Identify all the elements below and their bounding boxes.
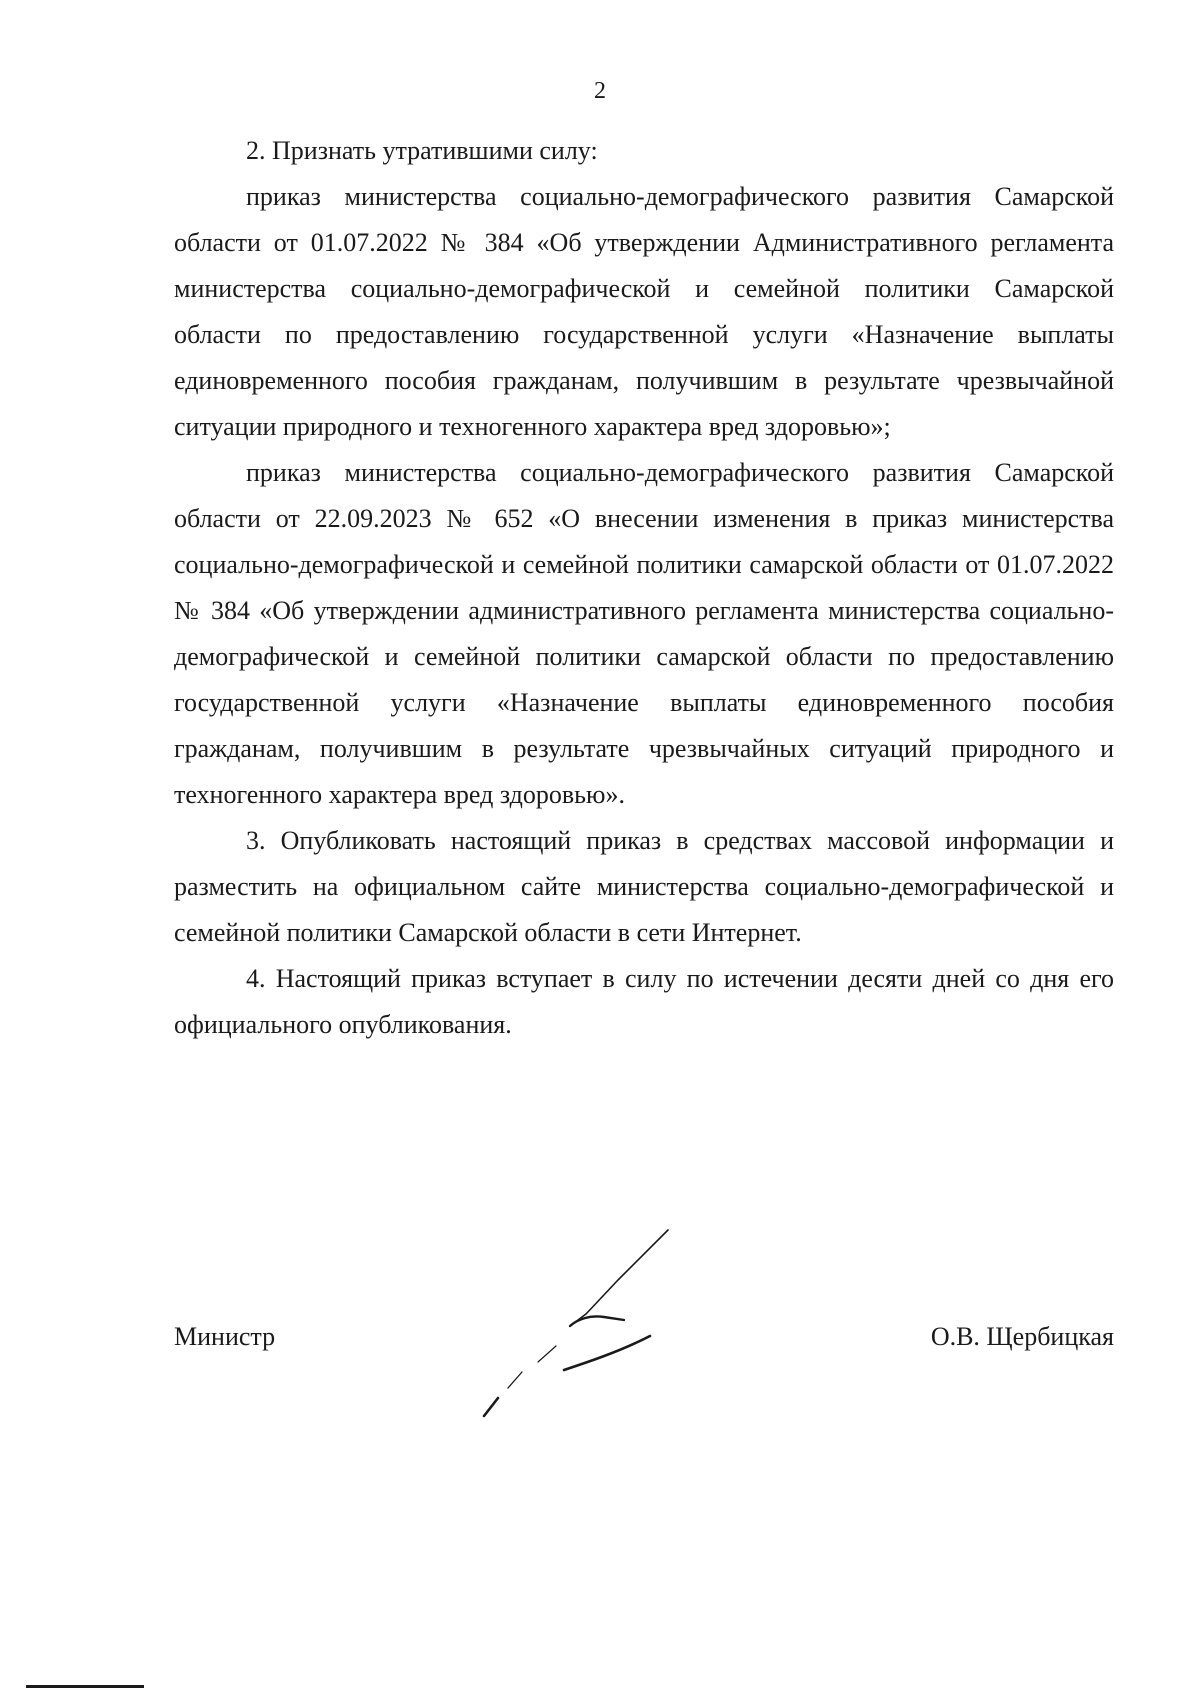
page-number: 2 (594, 78, 606, 104)
footer-rule (26, 1685, 144, 1688)
signatory-title: Министр (174, 1322, 276, 1351)
paragraph-repealed-order-652: приказ министерства социально-демографического развития Самарской области от 22.09.2023 № 652 «О внесении изменения в приказ министерства социально-демографической и семейной политики самарской области от 01.07.2022 № 384 «Об утверждении административного регламента министерства социально-демографической и семейной политики самарской области по предоставлению государственной услуги «Назначение выплаты единовременного пособия гражданам, получившим в результате чрезвычайных ситуаций природного и техногенного характера вред здоровью». (174, 458, 1114, 809)
signatory-name: О.В. Щербицкая (930, 1322, 1114, 1351)
paragraph-item-2-heading: 2. Признать утратившими силу: (246, 136, 598, 165)
paragraph-item-3-publication: 3. Опубликовать настоящий приказ в средствах массовой информации и разместить на официальном сайте министерства социально-демографической и семейной политики Самарской области в сети Интернет. (174, 826, 1114, 947)
paragraph-repealed-order-384: приказ министерства социально-демографического развития Самарской области от 01.07.2022 № 384 «Об утверждении Административного регламента министерства социально-демографической и семейной политики Самарской области по предоставлению государственной услуги «Назначение выплаты единовременного пособия гражданам, получившим в результате чрезвычайной ситуации природного и техногенного характера вред здоровью»; (174, 182, 1114, 441)
document-body (174, 128, 1114, 1048)
paragraph-item-4-effective-date: 4. Настоящий приказ вступает в силу по истечении десяти дней со дня его официального опубликования. (174, 964, 1114, 1039)
handwritten-signature (478, 1222, 738, 1432)
